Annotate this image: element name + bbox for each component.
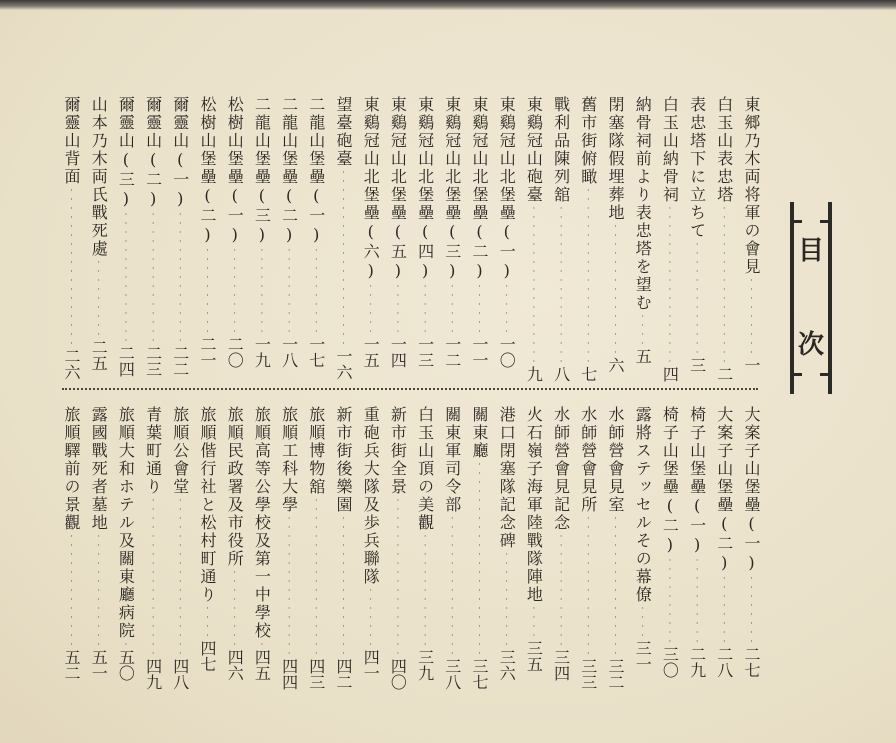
toc-entry-label: 二龍山堡壘(三) bbox=[252, 96, 272, 246]
title-bracket-mark bbox=[790, 220, 802, 223]
toc-entry bbox=[441, 96, 463, 368]
toc-entry-page: 三一 bbox=[633, 640, 653, 672]
leader-dots: ··········· bbox=[502, 550, 512, 649]
leader-dots: ················ bbox=[611, 514, 620, 658]
toc-entry bbox=[386, 406, 408, 690]
toc-entry-page: 三 bbox=[687, 357, 707, 373]
toc-entry bbox=[87, 406, 109, 681]
leader-dots: ··············· bbox=[611, 222, 620, 357]
toc-entry-label: 青葉町通り bbox=[143, 406, 163, 496]
toc-entry-label: 旅順偕行社と松村町通り bbox=[198, 406, 217, 604]
toc-entry bbox=[522, 96, 544, 382]
toc-entry bbox=[631, 96, 653, 368]
leader-dots: ··············· bbox=[175, 210, 185, 345]
toc-entry-page: 五一 bbox=[89, 649, 109, 681]
toc-entry-page: 一三 bbox=[415, 336, 435, 368]
leader-dots: ·········· bbox=[230, 246, 240, 336]
toc-entry bbox=[604, 96, 626, 373]
toc-entry-label: 東鷄冠山北堡壘(二) bbox=[470, 96, 489, 282]
toc-entry-page: 三二 bbox=[606, 658, 625, 690]
leader-dots: · bbox=[257, 640, 267, 649]
toc-entry-page: 五 bbox=[633, 348, 653, 364]
toc-entry-page: 二八 bbox=[714, 646, 734, 678]
toc-entry bbox=[142, 96, 164, 377]
toc-entry-page: 一五 bbox=[361, 336, 381, 368]
toc-entry-page: 四六 bbox=[225, 649, 245, 681]
leader-dots: ·················· bbox=[393, 496, 403, 658]
leader-dots: ·················· bbox=[529, 204, 539, 366]
leader-dots: ·········· bbox=[665, 556, 675, 646]
toc-entry bbox=[577, 96, 599, 382]
toc-entry-label: 旅順高等公學校及第一中學校 bbox=[252, 406, 272, 640]
toc-entry bbox=[305, 96, 327, 368]
toc-entry-page: 一八 bbox=[279, 336, 299, 368]
toc-entry bbox=[468, 406, 490, 690]
toc-entry bbox=[142, 406, 164, 690]
toc-entry bbox=[414, 96, 436, 368]
title-bracket-mark bbox=[790, 373, 802, 376]
title-char-1: 目 bbox=[797, 236, 824, 266]
leader-dots: ············· bbox=[67, 532, 76, 649]
toc-entry bbox=[60, 406, 82, 681]
toc-entry bbox=[278, 96, 300, 368]
leader-dots: ············· bbox=[556, 532, 566, 649]
toc-entry bbox=[60, 96, 82, 380]
leader-dots: ················ bbox=[339, 514, 348, 658]
toc-entry-label: 戰利品陳列舘 bbox=[551, 96, 571, 204]
toc-entry-page: 四九 bbox=[143, 658, 163, 690]
toc-entry-page: 二九 bbox=[687, 646, 707, 678]
leader-dots: ·················· bbox=[67, 186, 76, 348]
toc-entry-page: 七 bbox=[578, 366, 598, 382]
leader-dots: ········· bbox=[94, 258, 104, 339]
toc-entry-page: 二四 bbox=[116, 345, 136, 377]
toc-entry-page: 三七 bbox=[470, 658, 489, 690]
toc-entry bbox=[604, 406, 626, 690]
title-bracket-left bbox=[790, 202, 794, 394]
toc-entry bbox=[196, 96, 218, 368]
leader-dots: ··············· bbox=[148, 210, 158, 345]
toc-entry-page: 五二 bbox=[62, 649, 81, 681]
toc-entry bbox=[713, 96, 735, 382]
toc-entry-page: 一〇 bbox=[497, 336, 517, 368]
toc-entry-page: 二五 bbox=[89, 339, 109, 371]
toc-entry-label: 東鷄冠山北堡壘(一) bbox=[497, 96, 517, 282]
toc-entry bbox=[550, 96, 572, 382]
toc-entry-label: 東鷄冠山北堡壘(六) bbox=[361, 96, 381, 282]
leader-dots: ···· bbox=[638, 312, 648, 348]
toc-entry bbox=[441, 406, 463, 690]
toc-entry bbox=[658, 406, 680, 678]
toc-entry-page: 四 bbox=[660, 366, 680, 382]
leader-dots: ···· bbox=[638, 604, 648, 640]
toc-entry-label: 望臺砲臺 bbox=[334, 96, 353, 168]
leader-dots: ··············· bbox=[121, 210, 131, 345]
toc-entry-label: 大案子山堡壘(一) bbox=[742, 406, 761, 574]
toc-entry-label: 新市街全景 bbox=[388, 406, 408, 496]
leader-dots: ·················· bbox=[148, 496, 158, 658]
leader-dots: ········ bbox=[747, 574, 756, 646]
toc-entry-label: 白玉山表忠塔 bbox=[714, 96, 734, 204]
toc-entry-label: 新市街後樂園 bbox=[334, 406, 353, 514]
toc-entry-page: 一四 bbox=[388, 336, 408, 368]
toc-entry-label: 二龍山堡壘(一) bbox=[306, 96, 326, 246]
toc-entry-page: 二一 bbox=[198, 336, 217, 368]
toc-entry-label: 東鷄冠山北堡壘(四) bbox=[415, 96, 435, 282]
toc-entry-label: 東郷乃木両将軍の會見 bbox=[742, 96, 761, 276]
toc-entry-page: 一六 bbox=[334, 348, 353, 380]
leader-dots: ·········· bbox=[692, 556, 702, 646]
toc-entry bbox=[740, 96, 762, 373]
toc-entry bbox=[114, 406, 136, 681]
leader-dots: ············· bbox=[94, 532, 104, 649]
toc-entry-page: 三九 bbox=[415, 649, 435, 681]
toc-entry-page: 五〇 bbox=[116, 649, 136, 681]
toc-entry-page: 四二 bbox=[334, 658, 353, 690]
toc-entry-label: 表忠塔下に立ちて bbox=[687, 96, 707, 240]
toc-entry bbox=[332, 406, 354, 690]
leader-dots: · bbox=[121, 640, 131, 649]
toc-entry-page: 一一 bbox=[470, 336, 489, 368]
toc-entry-label: 松樹山堡壘(二) bbox=[198, 96, 217, 246]
leader-dots: ······ bbox=[447, 282, 457, 336]
toc-entry bbox=[305, 406, 327, 690]
toc-entry-label: 重砲兵大隊及歩兵聯隊 bbox=[361, 406, 381, 586]
leader-dots: ······· bbox=[366, 586, 376, 649]
toc-entry-label: 旅順驛前の景觀 bbox=[62, 406, 81, 532]
toc-entry bbox=[359, 96, 381, 368]
toc-entry-page: 三四 bbox=[551, 649, 571, 681]
toc-entry-page: 三六 bbox=[497, 649, 517, 681]
toc-entry-page: 一九 bbox=[252, 336, 272, 368]
toc-entry bbox=[740, 406, 762, 678]
toc-entry-page: 四四 bbox=[279, 658, 299, 690]
toc-entry-label: 閉塞隊假埋葬地 bbox=[606, 96, 625, 222]
leader-dots: ················ bbox=[447, 514, 457, 658]
toc-entry-label: 爾靈山(一) bbox=[170, 96, 190, 210]
title-bracket-right bbox=[828, 202, 832, 394]
toc-entry-page: 八 bbox=[551, 366, 571, 382]
toc-entry-label: 東鷄冠山北堡壘(五) bbox=[388, 96, 408, 282]
leader-dots: ······ bbox=[502, 282, 512, 336]
toc-entry bbox=[468, 96, 490, 368]
toc-entry-page: 四七 bbox=[198, 640, 217, 672]
toc-entry-label: 爾靈山(三) bbox=[116, 96, 136, 210]
toc-entry-page: 九 bbox=[524, 366, 544, 382]
leader-dots: ·················· bbox=[311, 496, 321, 658]
toc-entry-page: 四八 bbox=[170, 658, 190, 690]
toc-entry bbox=[196, 406, 218, 678]
toc-entry-page: 二三 bbox=[143, 345, 163, 377]
toc-entry-page: 四一 bbox=[361, 649, 381, 681]
toc-entry bbox=[250, 406, 272, 681]
leader-dots: ···················· bbox=[583, 186, 593, 366]
toc-entry-label: 露將ステッセルその幕僚 bbox=[633, 406, 653, 604]
toc-entry-label: 東鷄冠山砲臺 bbox=[524, 96, 544, 204]
toc-entry bbox=[414, 406, 436, 681]
toc-entry-label: 水師營會見記念 bbox=[551, 406, 571, 532]
toc-entry-label: 東鷄冠山北堡壘(三) bbox=[442, 96, 462, 282]
leader-dots: ·················· bbox=[719, 204, 729, 366]
toc-entry-label: 火石嶺子海軍陸戰隊陣地 bbox=[524, 406, 544, 604]
toc-entry bbox=[223, 96, 245, 368]
toc-entry-label: 二龍山堡壘(二) bbox=[279, 96, 299, 246]
toc-entry-page: 一七 bbox=[306, 336, 326, 368]
toc-entry bbox=[686, 406, 708, 678]
leader-dots: ········· bbox=[230, 568, 240, 649]
leader-dots: ············· bbox=[692, 240, 702, 357]
toc-entry bbox=[495, 406, 517, 681]
toc-entry-page: 二七 bbox=[742, 646, 761, 678]
toc-entry-page: 三八 bbox=[442, 658, 462, 690]
toc-entry-label: 露國戰死者墓地 bbox=[89, 406, 109, 532]
title-bracket-mark bbox=[820, 220, 832, 223]
leader-dots: ················ bbox=[583, 514, 593, 658]
toc-entry-page: 二 bbox=[714, 366, 734, 382]
toc-entry bbox=[495, 96, 517, 368]
toc-entry-page: 四三 bbox=[306, 658, 326, 690]
title-char-2: 次 bbox=[797, 330, 824, 360]
leader-dots: ······ bbox=[475, 282, 484, 336]
toc-entry-label: 旅順工科大學 bbox=[279, 406, 299, 514]
toc-entry bbox=[658, 96, 680, 382]
leader-dots: ············· bbox=[420, 532, 430, 649]
leader-dots: ················ bbox=[284, 514, 294, 658]
toc-entry-page: 二二 bbox=[170, 345, 190, 377]
toc-entry-page: 四〇 bbox=[388, 658, 408, 690]
toc-entry-page: 二六 bbox=[62, 348, 81, 380]
toc-entry bbox=[577, 406, 599, 690]
toc-entry-label: 爾靈山(二) bbox=[143, 96, 163, 210]
toc-entry-page: 一 bbox=[742, 357, 761, 373]
toc-entry-label: 旅順大和ホテル及關東廳病院 bbox=[116, 406, 136, 640]
toc-entry-label: 椅子山堡壘(一) bbox=[687, 406, 707, 556]
leader-dots: ·········· bbox=[284, 246, 294, 336]
toc-entry-page: 三五 bbox=[524, 640, 544, 672]
title-bracket-mark bbox=[820, 373, 832, 376]
toc-entry-label: 水師營會見室 bbox=[606, 406, 625, 514]
toc-entry-label: 旅順公會堂 bbox=[170, 406, 190, 496]
leader-dots: ·········· bbox=[311, 246, 321, 336]
title-frame bbox=[786, 202, 836, 394]
leader-dots: ········ bbox=[719, 574, 729, 646]
leader-dots: ···· bbox=[529, 604, 539, 640]
leader-dots: ······················ bbox=[475, 460, 484, 658]
leader-dots: ······ bbox=[393, 282, 403, 336]
toc-entry bbox=[550, 406, 572, 681]
toc-entry bbox=[686, 96, 708, 373]
toc-entry bbox=[631, 406, 653, 678]
toc-entry bbox=[713, 406, 735, 678]
toc-entry-label: 白玉山納骨祠 bbox=[660, 96, 680, 204]
toc-entry-label: 舊市街俯瞰 bbox=[578, 96, 598, 186]
toc-entry-label: 旅順博物舘 bbox=[306, 406, 326, 496]
toc-entry bbox=[278, 406, 300, 690]
toc-entry-label: 椅子山堡壘(二) bbox=[660, 406, 680, 556]
leader-dots: ···· bbox=[203, 604, 212, 640]
leader-dots: ········· bbox=[747, 276, 756, 357]
toc-entry bbox=[169, 96, 191, 377]
toc-entry bbox=[332, 96, 354, 380]
toc-entry-page: 三〇 bbox=[660, 646, 680, 678]
leader-dots: ·········· bbox=[203, 246, 212, 336]
toc-entry bbox=[87, 96, 109, 371]
toc-entry-page: 二〇 bbox=[225, 336, 245, 368]
toc-entry-label: 港口閉塞隊記念碑 bbox=[497, 406, 517, 550]
toc-entry bbox=[114, 96, 136, 377]
toc-entry bbox=[359, 406, 381, 681]
toc-entry bbox=[169, 406, 191, 690]
top-edge bbox=[0, 0, 896, 10]
toc-entry-label: 白玉山頂の美觀 bbox=[415, 406, 435, 532]
toc-entry-label: 山本乃木両氏戰死處 bbox=[89, 96, 109, 258]
toc-entry bbox=[386, 96, 408, 368]
toc-entry-label: 關東軍司令部 bbox=[442, 406, 462, 514]
toc-entry-page: 四五 bbox=[252, 649, 272, 681]
leader-dots: ······ bbox=[366, 282, 376, 336]
leader-dots: ···················· bbox=[339, 168, 348, 348]
leader-dots: ·················· bbox=[665, 204, 675, 366]
toc-entry bbox=[522, 406, 544, 678]
toc-entry-page: 六 bbox=[606, 357, 625, 373]
toc-entry-label: 松樹山堡壘(一) bbox=[225, 96, 245, 246]
toc-entry-label: 大案子山堡壘(二) bbox=[714, 406, 734, 574]
toc-entry-label: 納骨祠前より表忠塔を望む bbox=[633, 96, 653, 312]
leader-dots: ······ bbox=[420, 282, 430, 336]
section-divider bbox=[62, 388, 758, 390]
toc-entry-page: 一二 bbox=[442, 336, 462, 368]
leader-dots: ·················· bbox=[175, 496, 185, 658]
toc-entry-page: 三三 bbox=[578, 658, 598, 690]
toc-entry bbox=[223, 406, 245, 681]
toc-entry-label: 旅順民政署及市役所 bbox=[225, 406, 245, 568]
toc-entry-label: 爾靈山背面 bbox=[62, 96, 81, 186]
toc-entry-label: 水師營會見所 bbox=[578, 406, 598, 514]
toc-entry bbox=[250, 96, 272, 368]
leader-dots: ·········· bbox=[257, 246, 267, 336]
toc-entry-label: 關東廳 bbox=[470, 406, 489, 460]
leader-dots: ·················· bbox=[556, 204, 566, 366]
